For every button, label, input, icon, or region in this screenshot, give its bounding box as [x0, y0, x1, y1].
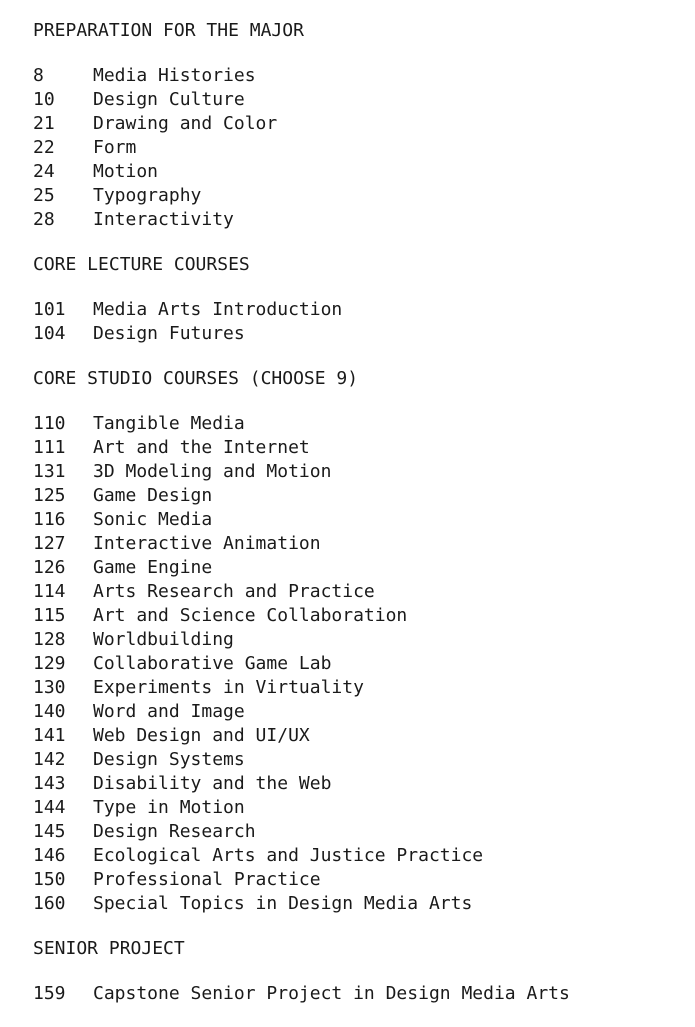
course-row: [33, 892, 673, 916]
course-number: 21: [33, 113, 55, 134]
section-heading: SENIOR PROJECT: [33, 938, 185, 959]
section-core-studio: [33, 367, 673, 916]
course-title: Capstone Senior Project in Design Media Arts: [93, 983, 570, 1004]
course-number: 101: [33, 299, 66, 320]
course-row: [33, 748, 673, 772]
course-title: Media Histories: [93, 65, 256, 86]
course-title: Tangible Media: [93, 413, 245, 434]
course-title: Type in Motion: [93, 797, 245, 818]
course-row: [33, 844, 673, 868]
section-heading: PREPARATION FOR THE MAJOR: [33, 20, 304, 41]
course-title: Typography: [93, 185, 202, 206]
course-row: [33, 508, 673, 532]
course-title: Design Futures: [93, 323, 245, 344]
course-number: 28: [33, 209, 55, 230]
course-number: 159: [33, 983, 66, 1004]
course-title: Game Design: [93, 485, 213, 506]
course-row: [33, 772, 673, 796]
course-row: [33, 556, 673, 580]
course-title: Media Arts Introduction: [93, 299, 343, 320]
course-row: [33, 322, 673, 346]
course-title: Word and Image: [93, 701, 245, 722]
course-list: [33, 64, 673, 232]
course-row: [33, 184, 673, 208]
course-title: Professional Practice: [93, 869, 321, 890]
course-title: Arts Research and Practice: [93, 581, 375, 602]
course-row: [33, 796, 673, 820]
course-row: [33, 604, 673, 628]
course-row: [33, 868, 673, 892]
course-row: [33, 580, 673, 604]
course-number: 125: [33, 485, 66, 506]
course-number: 114: [33, 581, 66, 602]
course-number: 128: [33, 629, 66, 650]
course-title: Ecological Arts and Justice Practice: [93, 845, 484, 866]
course-number: 129: [33, 653, 66, 674]
course-row: [33, 820, 673, 844]
course-number: 110: [33, 413, 66, 434]
course-title: Form: [93, 137, 137, 158]
course-title: Special Topics in Design Media Arts: [93, 893, 473, 914]
course-title: Web Design and UI/UX: [93, 725, 310, 746]
course-number: 140: [33, 701, 66, 722]
course-title: 3D Modeling and Motion: [93, 461, 332, 482]
course-row: [33, 64, 673, 88]
course-row: [33, 112, 673, 136]
course-row: [33, 436, 673, 460]
section-core-lecture: [33, 253, 673, 346]
course-number: 127: [33, 533, 66, 554]
course-row: [33, 532, 673, 556]
course-number: 116: [33, 509, 66, 530]
course-list: [33, 982, 673, 1006]
course-row: [33, 724, 673, 748]
course-row: [33, 628, 673, 652]
course-title: Sonic Media: [93, 509, 213, 530]
course-number: 160: [33, 893, 66, 914]
course-number: 141: [33, 725, 66, 746]
course-list: [33, 298, 673, 346]
course-number: 111: [33, 437, 66, 458]
course-title: Motion: [93, 161, 159, 182]
course-row: [33, 982, 673, 1006]
section-heading: CORE STUDIO COURSES (CHOOSE 9): [33, 368, 359, 389]
course-number: 150: [33, 869, 66, 890]
course-title: Collaborative Game Lab: [93, 653, 332, 674]
course-title: Experiments in Virtuality: [93, 677, 364, 698]
course-number: 25: [33, 185, 55, 206]
section-senior-project: [33, 937, 673, 1006]
course-title: Design Systems: [93, 749, 245, 770]
course-number: 144: [33, 797, 66, 818]
course-title: Interactivity: [93, 209, 234, 230]
course-row: [33, 484, 673, 508]
course-row: [33, 412, 673, 436]
course-title: Interactive Animation: [93, 533, 321, 554]
course-number: 115: [33, 605, 66, 626]
course-row: [33, 208, 673, 232]
course-row: [33, 460, 673, 484]
course-number: 24: [33, 161, 55, 182]
course-number: 146: [33, 845, 66, 866]
course-row: [33, 136, 673, 160]
course-row: [33, 676, 673, 700]
course-title: Art and the Internet: [93, 437, 310, 458]
course-number: 143: [33, 773, 66, 794]
course-row: [33, 88, 673, 112]
course-number: 130: [33, 677, 66, 698]
course-number: 145: [33, 821, 66, 842]
course-number: 22: [33, 137, 55, 158]
course-number: 126: [33, 557, 66, 578]
course-title: Design Culture: [93, 89, 245, 110]
course-row: [33, 700, 673, 724]
course-requirements-page: [33, 19, 673, 1027]
section-heading: CORE LECTURE COURSES: [33, 254, 250, 275]
course-title: Design Research: [93, 821, 256, 842]
course-title: Game Engine: [93, 557, 213, 578]
course-number: 104: [33, 323, 66, 344]
course-number: 8: [33, 65, 44, 86]
course-number: 131: [33, 461, 66, 482]
course-title: Worldbuilding: [93, 629, 234, 650]
course-row: [33, 298, 673, 322]
section-preparation: [33, 19, 673, 232]
course-row: [33, 160, 673, 184]
course-row: [33, 652, 673, 676]
course-title: Drawing and Color: [93, 113, 278, 134]
course-list: [33, 412, 673, 916]
course-title: Disability and the Web: [93, 773, 332, 794]
course-title: Art and Science Collaboration: [93, 605, 408, 626]
course-number: 10: [33, 89, 55, 110]
course-number: 142: [33, 749, 66, 770]
